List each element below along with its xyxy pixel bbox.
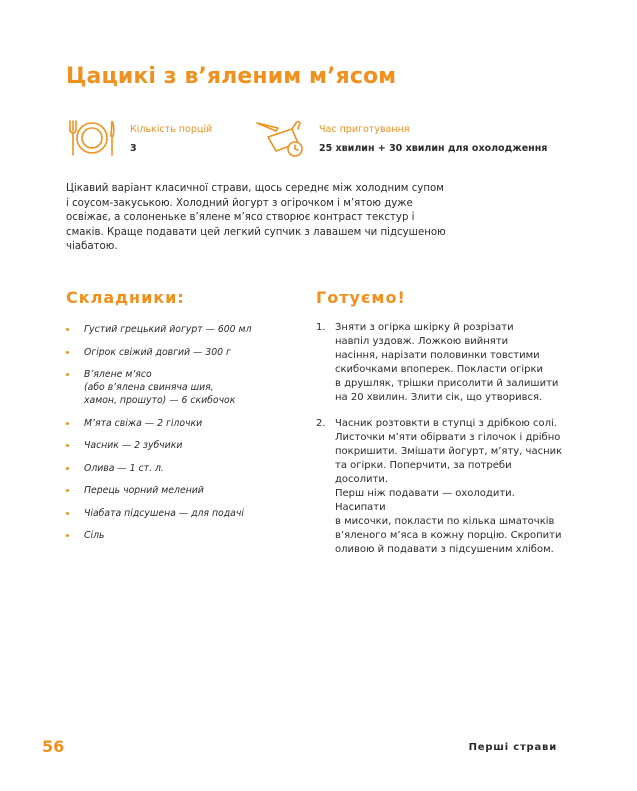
- bullet-icon: [66, 512, 69, 515]
- bullet-icon: [66, 422, 69, 425]
- ingredient-text: Перець чорний мелений: [84, 485, 204, 496]
- step-number: 2.: [316, 418, 326, 429]
- cutting-board-clock-icon: [254, 117, 306, 159]
- method-step: [316, 417, 566, 557]
- plate-cutlery-icon: [66, 118, 118, 158]
- ingredients-heading: Складники:: [66, 288, 185, 307]
- time-value: 25 хвилин + 30 хвилин для охолодження: [319, 143, 548, 154]
- chapter-title: Перші страви: [468, 742, 557, 753]
- step-text: Зняти з огірка шкірку й розрізати навпіл уздовж. Ложкою вийняти насіння, нарізати половинки товстими скибочками впоперек. Покласти огірки в друшляк, трішки присолити й залишити на 20 хвилин. Злити сік, що утворився.: [335, 322, 559, 403]
- bullet-icon: [66, 328, 69, 331]
- step-number: 1.: [316, 322, 326, 333]
- page-number: 56: [42, 737, 65, 756]
- ingredient-item: [66, 462, 296, 475]
- ingredient-item: [66, 484, 296, 497]
- bullet-icon: [66, 373, 69, 376]
- ingredient-item: [66, 368, 296, 407]
- ingredient-text: Чіабата підсушена — для подачі: [84, 507, 244, 519]
- bullet-icon: [66, 467, 69, 470]
- bullet-icon: [66, 489, 69, 492]
- ingredient-item: [66, 323, 296, 336]
- method-heading: Готуємо!: [316, 288, 406, 307]
- method-step: [316, 321, 566, 405]
- ingredient-text: Сіль: [84, 530, 105, 541]
- bullet-icon: [66, 351, 69, 354]
- servings-label: Кількість порцій: [130, 124, 213, 135]
- ingredient-item: [66, 507, 296, 520]
- time-label: Час приготування: [319, 124, 410, 135]
- ingredient-text: Часник — 2 зубчики: [84, 440, 183, 451]
- method-steps: [316, 321, 566, 569]
- ingredient-item: [66, 417, 296, 430]
- ingredient-text: В’ялене м’ясо (або в’ялена свиняча шия, хамон, прошуто) — 6 скибочок: [84, 369, 236, 406]
- intro-paragraph: Цікавий варіант класичної страви, щось середнє між холодним супом і соусом-закуською. Холодний йогурт з огірочком і м’ятою дуже освіжає, а солоненьке в’ялене м’ясо створює контраст текстур і смаків. Краще подавати цей легкий супчик з лавашем чи підсушеною чіабатою.: [66, 183, 446, 252]
- ingredients-list: [66, 323, 296, 552]
- ingredient-text: Огірок свіжий довгий — 300 г: [84, 346, 231, 358]
- ingredient-item: [66, 439, 296, 452]
- ingredient-text: Густий грецький йогурт — 600 мл: [84, 324, 252, 335]
- ingredient-text: М’ята свіжа — 2 гілочки: [84, 417, 203, 429]
- ingredient-item: [66, 529, 296, 542]
- servings-value: 3: [130, 143, 137, 154]
- bullet-icon: [66, 534, 69, 537]
- bullet-icon: [66, 444, 69, 447]
- step-text: Часник розтовкти в ступці з дрібкою солі. Листочки м’яти обірвати з гілочок і дрібно покришити. Змішати йогурт, м’яту, часник та огірки. Поперчити, за потреби досолити. Перш ніж подавати — охолодити. Насипати в мисочки, покласти по кілька шматочків в’яленого м’яса в кожну порцію. Скропити оливою й подавати з підсушеним хлібом.: [335, 418, 563, 555]
- recipe-title: Цацикі з в’яленим м’ясом: [66, 64, 397, 89]
- ingredient-text: Олива — 1 ст. л.: [84, 462, 164, 474]
- ingredient-item: [66, 346, 296, 359]
